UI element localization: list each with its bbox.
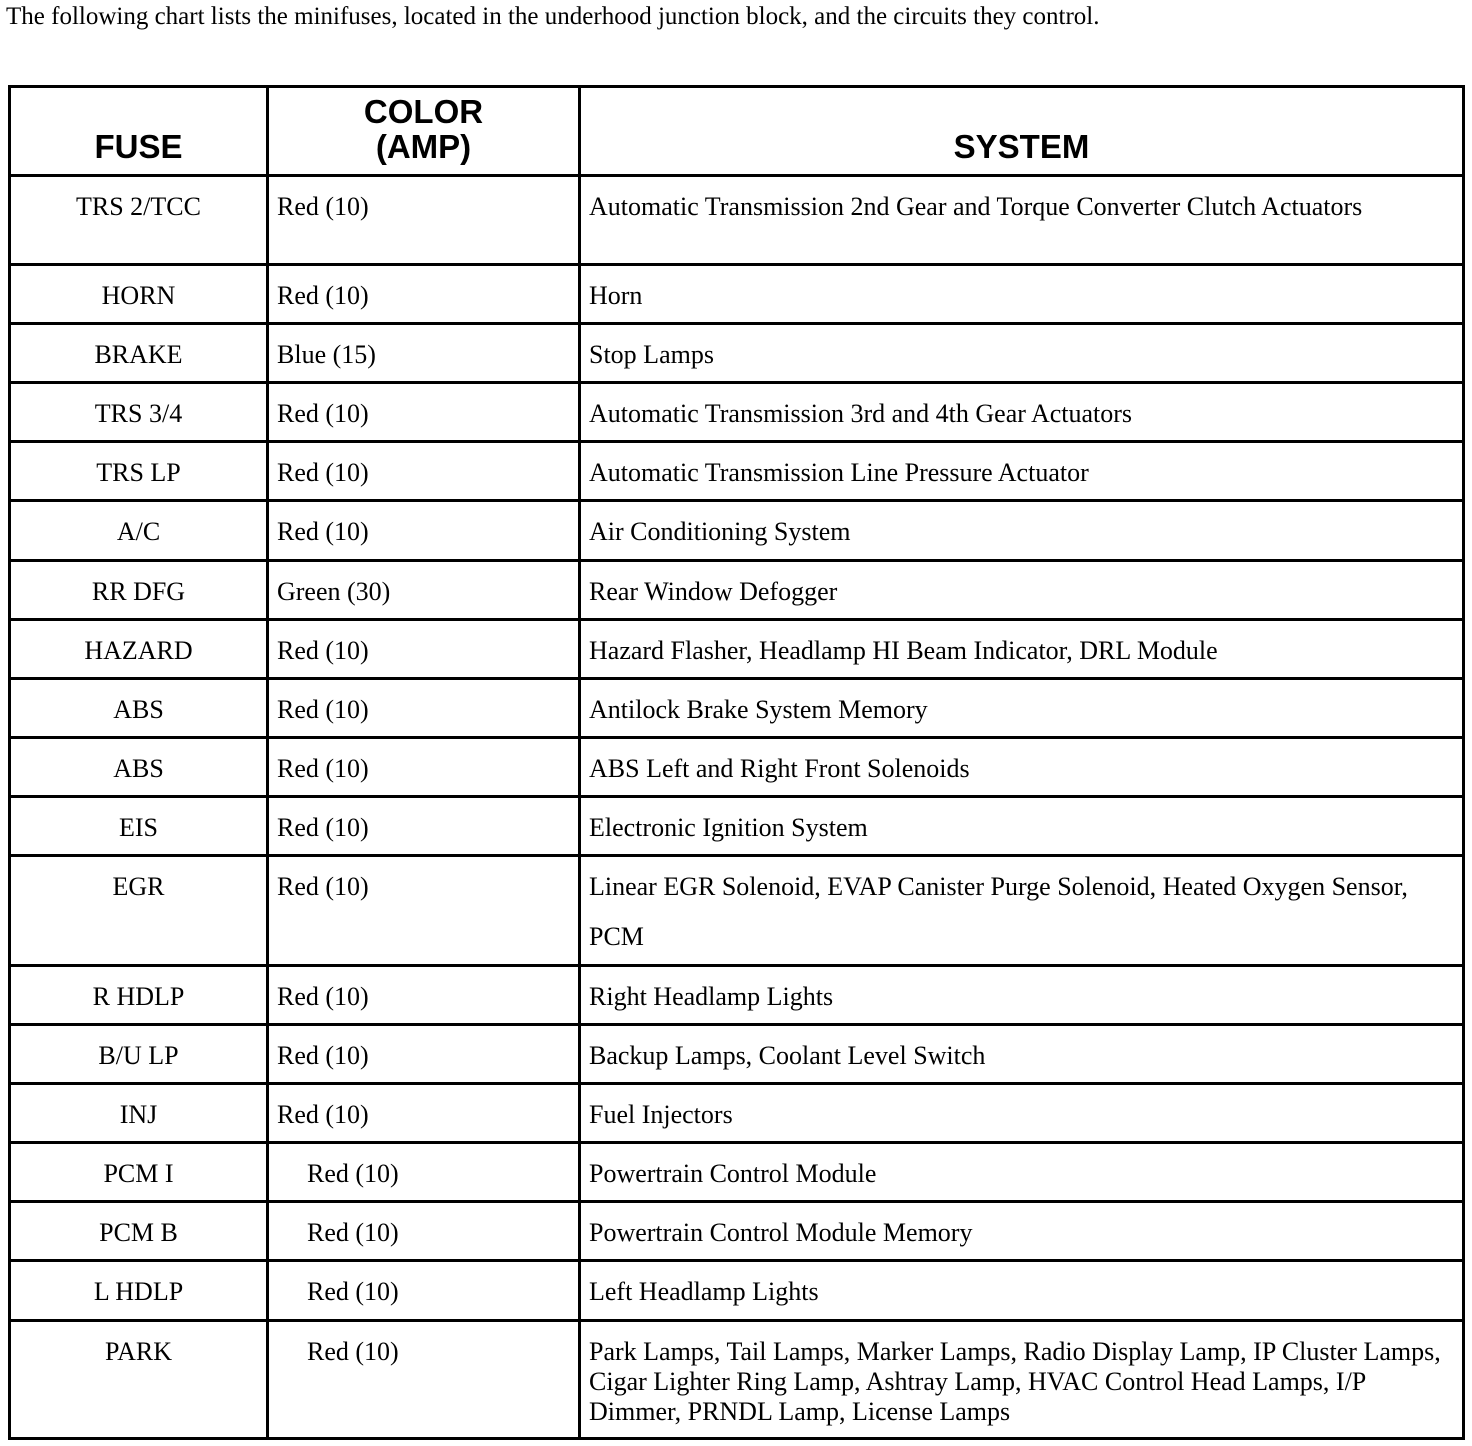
- fuse-cell: PARK: [10, 1320, 268, 1438]
- system-cell: Antilock Brake System Memory: [580, 678, 1464, 737]
- fuse-cell: L HDLP: [10, 1261, 268, 1320]
- table-row: [10, 1320, 1464, 1438]
- table-row: [10, 1084, 1464, 1143]
- fuse-cell: B/U LP: [10, 1025, 268, 1084]
- system-cell: Air Conditioning System: [580, 501, 1464, 560]
- color-amp-cell: Red (10): [268, 1084, 580, 1143]
- system-cell: Automatic Transmission Line Pressure Actuator: [580, 442, 1464, 501]
- table-row: [10, 1202, 1464, 1261]
- color-amp-cell: Red (10): [268, 1320, 580, 1438]
- table-row: [10, 678, 1464, 737]
- table-row: [10, 796, 1464, 855]
- fuse-cell: HAZARD: [10, 619, 268, 678]
- header-row: [10, 87, 1464, 176]
- fuse-cell: ABS: [10, 678, 268, 737]
- fuse-cell: A/C: [10, 501, 268, 560]
- color-amp-cell: Red (10): [268, 1202, 580, 1261]
- fuse-cell: HORN: [10, 265, 268, 324]
- table-row: [10, 560, 1464, 619]
- fuse-cell: PCM I: [10, 1143, 268, 1202]
- color-amp-cell: Red (10): [268, 619, 580, 678]
- fuse-cell: PCM B: [10, 1202, 268, 1261]
- table-row: [10, 383, 1464, 442]
- system-cell: Automatic Transmission 2nd Gear and Torque Converter Clutch Actuators: [580, 176, 1464, 265]
- color-amp-cell: Red (10): [268, 737, 580, 796]
- system-cell: Left Headlamp Lights: [580, 1261, 1464, 1320]
- table-row: [10, 176, 1464, 265]
- minifuse-table: [8, 85, 1465, 1440]
- system-cell: Horn: [580, 265, 1464, 324]
- table-row: [10, 501, 1464, 560]
- fuse-cell: BRAKE: [10, 324, 268, 383]
- header-system: SYSTEM: [580, 87, 1464, 176]
- fuse-cell: ABS: [10, 737, 268, 796]
- header-color-line1: COLOR: [363, 93, 484, 130]
- color-amp-cell: Red (10): [268, 796, 580, 855]
- intro-text: The following chart lists the minifuses, located in the underhood junction block, and the circuits they control.: [6, 3, 1100, 30]
- table-row: [10, 737, 1464, 796]
- system-cell: Right Headlamp Lights: [580, 966, 1464, 1025]
- color-amp-cell: Red (10): [268, 383, 580, 442]
- table-row: [10, 265, 1464, 324]
- header-color-amp: [268, 87, 580, 176]
- table-row: [10, 855, 1464, 965]
- system-cell: Rear Window Defogger: [580, 560, 1464, 619]
- color-amp-cell: Red (10): [268, 501, 580, 560]
- fuse-cell: TRS 3/4: [10, 383, 268, 442]
- fuse-cell: RR DFG: [10, 560, 268, 619]
- header-fuse: FUSE: [10, 87, 268, 176]
- system-cell: Stop Lamps: [580, 324, 1464, 383]
- color-amp-cell: Red (10): [268, 1143, 580, 1202]
- color-amp-cell: Red (10): [268, 855, 580, 965]
- table-row: [10, 442, 1464, 501]
- table-row: [10, 1261, 1464, 1320]
- color-amp-cell: Red (10): [268, 1261, 580, 1320]
- table-row: [10, 1025, 1464, 1084]
- system-cell: Electronic Ignition System: [580, 796, 1464, 855]
- system-cell: Linear EGR Solenoid, EVAP Canister Purge Solenoid, Heated Oxygen Sensor, PCM: [580, 855, 1464, 965]
- fuse-cell: TRS 2/TCC: [10, 176, 268, 265]
- fuse-cell: R HDLP: [10, 966, 268, 1025]
- table-row: [10, 1143, 1464, 1202]
- color-amp-cell: Red (10): [268, 1025, 580, 1084]
- system-cell: Hazard Flasher, Headlamp HI Beam Indicator, DRL Module: [580, 619, 1464, 678]
- header-color-line2: (AMP): [375, 128, 472, 165]
- system-cell: Fuel Injectors: [580, 1084, 1464, 1143]
- color-amp-cell: Red (10): [268, 265, 580, 324]
- system-cell: Powertrain Control Module: [580, 1143, 1464, 1202]
- fuse-cell: INJ: [10, 1084, 268, 1143]
- system-cell: ABS Left and Right Front Solenoids: [580, 737, 1464, 796]
- color-amp-cell: Red (10): [268, 678, 580, 737]
- color-amp-cell: Blue (15): [268, 324, 580, 383]
- table-row: [10, 324, 1464, 383]
- system-cell: Park Lamps, Tail Lamps, Marker Lamps, Radio Display Lamp, IP Cluster Lamps, Cigar Lighter Ring Lamp, Ashtray Lamp, HVAC Control Head Lamps, I/P Dimmer, PRNDL Lamp, License Lamps: [580, 1320, 1464, 1438]
- color-amp-cell: Red (10): [268, 176, 580, 265]
- system-cell: Powertrain Control Module Memory: [580, 1202, 1464, 1261]
- table-row: [10, 619, 1464, 678]
- fuse-cell: TRS LP: [10, 442, 268, 501]
- fuse-cell: EGR: [10, 855, 268, 965]
- color-amp-cell: Red (10): [268, 966, 580, 1025]
- system-cell: Automatic Transmission 3rd and 4th Gear Actuators: [580, 383, 1464, 442]
- fuse-cell: EIS: [10, 796, 268, 855]
- system-cell: Backup Lamps, Coolant Level Switch: [580, 1025, 1464, 1084]
- color-amp-cell: Red (10): [268, 442, 580, 501]
- table-row: [10, 966, 1464, 1025]
- color-amp-cell: Green (30): [268, 560, 580, 619]
